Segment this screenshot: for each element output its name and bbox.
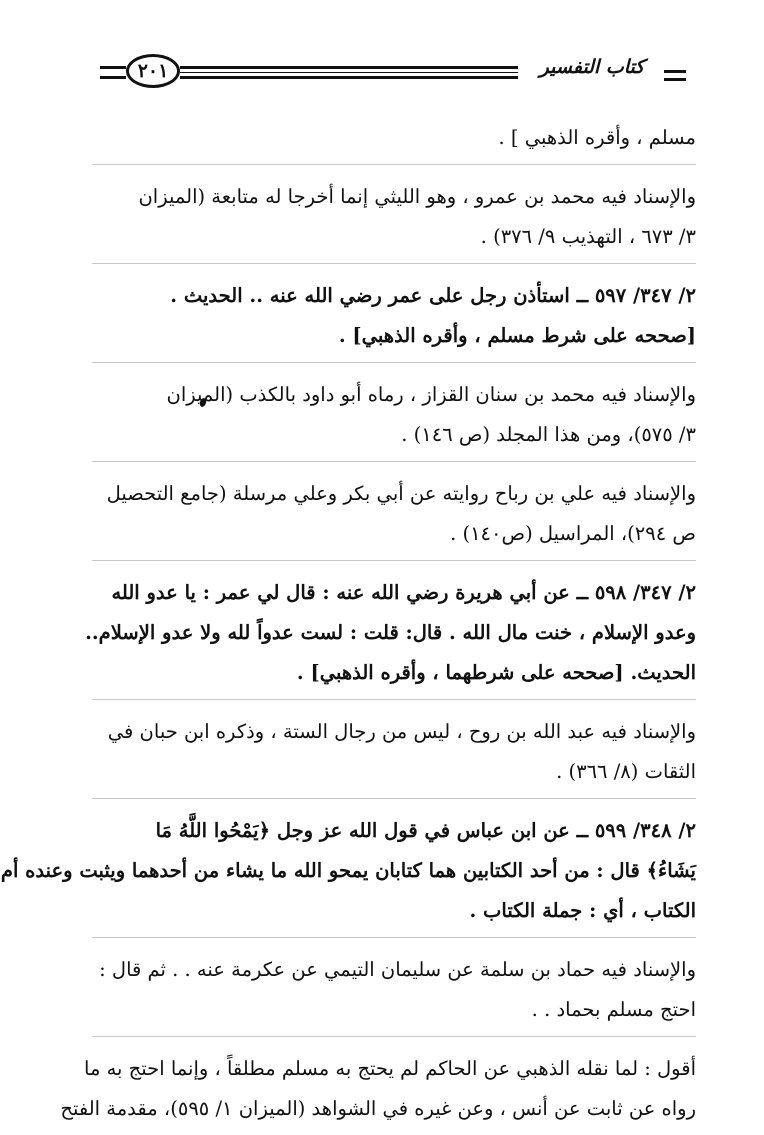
text-line: ٣/ ٥٧٥)، ومن هذا المجلد (ص ١٤٦) . bbox=[401, 423, 696, 446]
text-line: والإسناد فيه علي بن رباح روايته عن أبي بكر وعلي مرسلة (جامع التحصيل bbox=[106, 482, 696, 505]
text-line: [صححه على شرط مسلم ، وأقره الذهبي] . bbox=[338, 324, 696, 347]
text-line: ٣/ ٦٧٣ ، التهذيب ٩/ ٣٧٦) . bbox=[480, 225, 696, 248]
header-rule bbox=[180, 66, 518, 69]
header-rule bbox=[180, 76, 518, 79]
text-line: ٢/ ٣٤٨/ ٥٩٩ ــ عن ابن عباس في قول الله عز وجل ﴿يَمْحُوا اللَّهُ مَا bbox=[155, 819, 696, 842]
text-line: والإسناد فيه محمد بن عمرو ، وهو الليثي إنما أخرجا له متابعة (الميزان bbox=[138, 185, 696, 208]
text-line: يَشَاءُ﴾ قال : من أحد الكتابين هما كتابان يمحو الله ما يشاء من أحدهما ويثبت وعنده أم bbox=[0, 859, 696, 882]
text-line: والإسناد فيه حماد بن سلمة عن سليمان التيمي عن عكرمة عنه . . ثم قال : bbox=[99, 958, 696, 981]
header-rule bbox=[100, 66, 126, 69]
hadith-entry bbox=[0, 811, 696, 938]
book-title: كتاب التفسير bbox=[539, 56, 645, 78]
text-line: الثقات (٨/ ٣٦٦) . bbox=[556, 760, 696, 783]
hadith-entry bbox=[92, 276, 696, 363]
text-line: الحديث. [صححه على شرطهما ، وأقره الذهبي] . bbox=[296, 661, 696, 684]
commentary-paragraph bbox=[92, 712, 696, 799]
commentary-paragraph bbox=[92, 375, 696, 462]
text-line: مسلم ، وأقره الذهبي ] . bbox=[498, 126, 696, 149]
text-line: ص ٢٩٤)، المراسيل (ص١٤٠) . bbox=[450, 522, 696, 545]
page-body bbox=[0, 118, 696, 1135]
text-line: رواه عن ثابت عن أنس ، وعن غيره في الشواهد (الميزان ١/ ٥٩٥)، مقدمة الفتح bbox=[60, 1097, 696, 1120]
commentary-paragraph bbox=[92, 177, 696, 264]
text-line: احتج مسلم بحماد . . bbox=[531, 998, 696, 1021]
header-rule bbox=[100, 76, 126, 79]
text-line: ٢/ ٣٤٧/ ٥٩٧ ــ استأذن رجل على عمر رضي الله عنه .. الحديث . bbox=[170, 284, 696, 307]
header-rule bbox=[180, 72, 518, 73]
commentary-paragraph bbox=[60, 1049, 696, 1129]
header-rule bbox=[664, 70, 686, 73]
page-number: ٢٠١ bbox=[126, 54, 180, 88]
header-rule bbox=[664, 78, 686, 81]
text-line: وعدو الإسلام ، خنت مال الله . قال: قلت : لست عدواً لله ولا عدو الإسلام.. bbox=[85, 621, 696, 644]
text-line: أقول : لما نقله الذهبي عن الحاكم لم يحتج به مسلم مطلقاً ، وإنما احتج به ما bbox=[84, 1057, 696, 1080]
text-line: الكتاب ، أي : جملة الكتاب . bbox=[469, 899, 696, 922]
text-line: والإسناد فيه عبد الله بن روح ، ليس من رجال الستة ، وذكره ابن حبان في bbox=[107, 720, 696, 743]
text-line: والإسناد فيه محمد بن سنان القزاز ، رماه أبو داود بالكذب (الميزان bbox=[166, 383, 696, 406]
text-line: ٢/ ٣٤٧/ ٥٩٨ ــ عن أبي هريرة رضي الله عنه : قال لي عمر : يا عدو الله bbox=[111, 581, 696, 604]
hadith-entry bbox=[85, 573, 696, 700]
commentary-paragraph bbox=[92, 950, 696, 1037]
page-header bbox=[0, 0, 764, 110]
commentary-paragraph bbox=[92, 474, 696, 561]
commentary-paragraph bbox=[92, 118, 696, 165]
